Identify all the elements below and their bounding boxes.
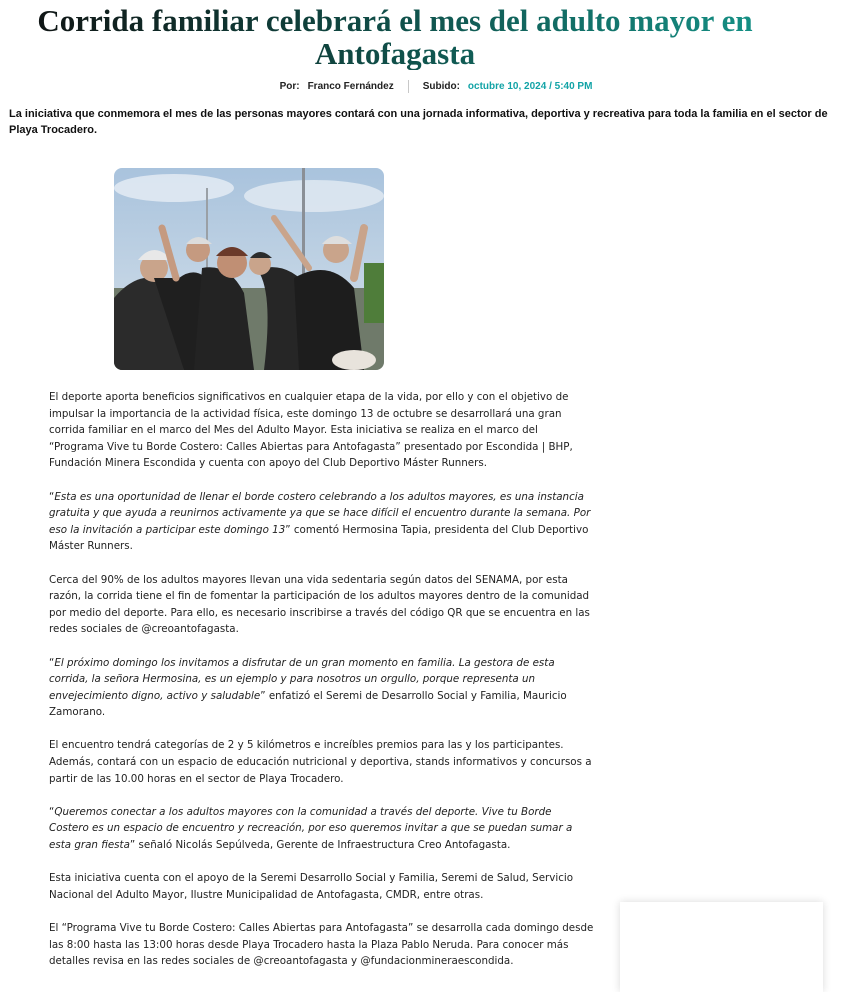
uploaded-prefix: Subido:: [422, 81, 460, 92]
hero-photo-illustration: [114, 168, 384, 370]
paragraph-quote: “Queremos conectar a los adultos mayores con la comunidad a través del deporte. Vive tu Borde Costero es un espacio de encuentro y recreación, por eso queremos invitar a que se puedan sumar a esta gran fiesta” señaló Nicolás Sepúlveda, Gerente de Infraestructura Creo Antofagasta.: [49, 805, 573, 852]
ad-placeholder: [620, 902, 823, 992]
article-body: [49, 389, 594, 986]
paragraph: Cerca del 90% de los adultos mayores llevan una vida sedentaria según datos del SENAMA, por esta razón, la corrida tiene el fin de fomentar la participación de los adultos mayores dentro de la comunidad por medio del deporte. Para ello, es necesario inscribirse a través del código QR que se encuentra en las redes sociales de @creoantofagasta.: [49, 573, 590, 636]
paragraph: El “Programa Vive tu Borde Costero: Calles Abiertas para Antofagasta” se desarrolla cada domingo desde las 8:00 hasta las 13:00 horas desde Playa Trocadero hasta la Plaza Pablo Neruda. Para conocer más detalles revisa en las redes sociales de @creoantofagasta y @fundacionmineraescondida.: [49, 922, 594, 968]
byline: [0, 80, 850, 93]
publish-date: octubre 10, 2024 / 5:40 PM: [467, 81, 593, 92]
paragraph: El encuentro tendrá categorías de 2 y 5 kilómetros e increíbles premios para las y los participantes. Además, contará con un espacio de educación nutricional y deportiva, stands informativos y concursos a partir de las 10.00 horas en el sector de Playa Trocadero.: [49, 739, 592, 785]
quote-attribution: ” señaló Nicolás Sepúlveda, Gerente de Infraestructura Creo Antofagasta.: [129, 839, 511, 852]
quote-text: Esta es una oportunidad de llenar el borde costero celebrando a los adultos mayores, es una instancia gratuita y que ayuda a reunirnos activamente ya que se hace difícil el encuentro durante la semana. Por eso la invitación a participar este domingo 13: [49, 490, 591, 536]
quote-text: Queremos conectar a los adultos mayores con la comunidad a través del deporte. Vive tu Borde Costero es un espacio de encuentro y recreación, por eso queremos invitar a que se puedan sumar a esta gran fiesta: [49, 805, 573, 852]
paragraph-quote: “Esta es una oportunidad de llenar el borde costero celebrando a los adultos mayores, es una instancia gratuita y que ayuda a reunirnos activamente ya que se hace difícil el encuentro durante la semana. Por eso la invitación a participar este domingo 13” comentó Hermosina Tapia, presidenta del Club Deportivo Máster Runners.: [49, 490, 591, 553]
byline-divider: [408, 80, 409, 93]
paragraph: El deporte aporta beneficios significativos en cualquier etapa de la vida, por ello y con el objetivo de impulsar la importancia de la actividad física, este domingo 13 de octubre se desarrollará una gran corrida familiar en el marco del Mes del Adulto Mayor. Esta iniciativa se realiza en el marco del “Programa Vive tu Borde Costero: Calles Abiertas para Antofagasta” presentado por Escondida | BHP, Fundación Minera Escondida y cuenta con apoyo del Club Deportivo Máster Runners.: [49, 391, 573, 470]
article-lead: La iniciativa que conmemora el mes de las personas mayores contará con una jornada informativa, deportiva y recreativa para toda la familia en el sector de Playa Trocadero.: [9, 108, 828, 136]
quote-text: El próximo domingo los invitamos a disfrutar de un gran momento en familia. La gestora de esta corrida, la señora Hermosina, es un ejemplo y para nosotros un orgullo, porque representa un envejecimiento digno, activo y saludable: [49, 656, 555, 702]
author-prefix: Por:: [279, 81, 300, 92]
author-name[interactable]: Franco Fernández: [307, 81, 394, 92]
quote-attribution: ” enfatizó el Seremi de Desarrollo Social y Familia, Mauricio Zamorano.: [49, 689, 567, 719]
hero-photo: [114, 168, 384, 370]
quote-attribution: ” comentó Hermosina Tapia, presidenta del Club Deportivo Máster Runners.: [49, 523, 589, 553]
article-title: Corrida familiar celebrará el mes del adulto mayor en Antofagasta: [0, 4, 790, 70]
paragraph: Esta iniciativa cuenta con el apoyo de la Seremi Desarrollo Social y Familia, Seremi de Salud, Servicio Nacional del Adulto Mayor, Ilustre Municipalidad de Antofagasta, CMDR, entre otras.: [49, 872, 574, 901]
paragraph-quote: “El próximo domingo los invitamos a disfrutar de un gran momento en familia. La gestora de esta corrida, la señora Hermosina, es un ejemplo y para nosotros un orgullo, porque representa un envejecimiento digno, activo y saludable” enfatizó el Seremi de Desarrollo Social y Familia, Mauricio Zamorano.: [49, 656, 567, 719]
